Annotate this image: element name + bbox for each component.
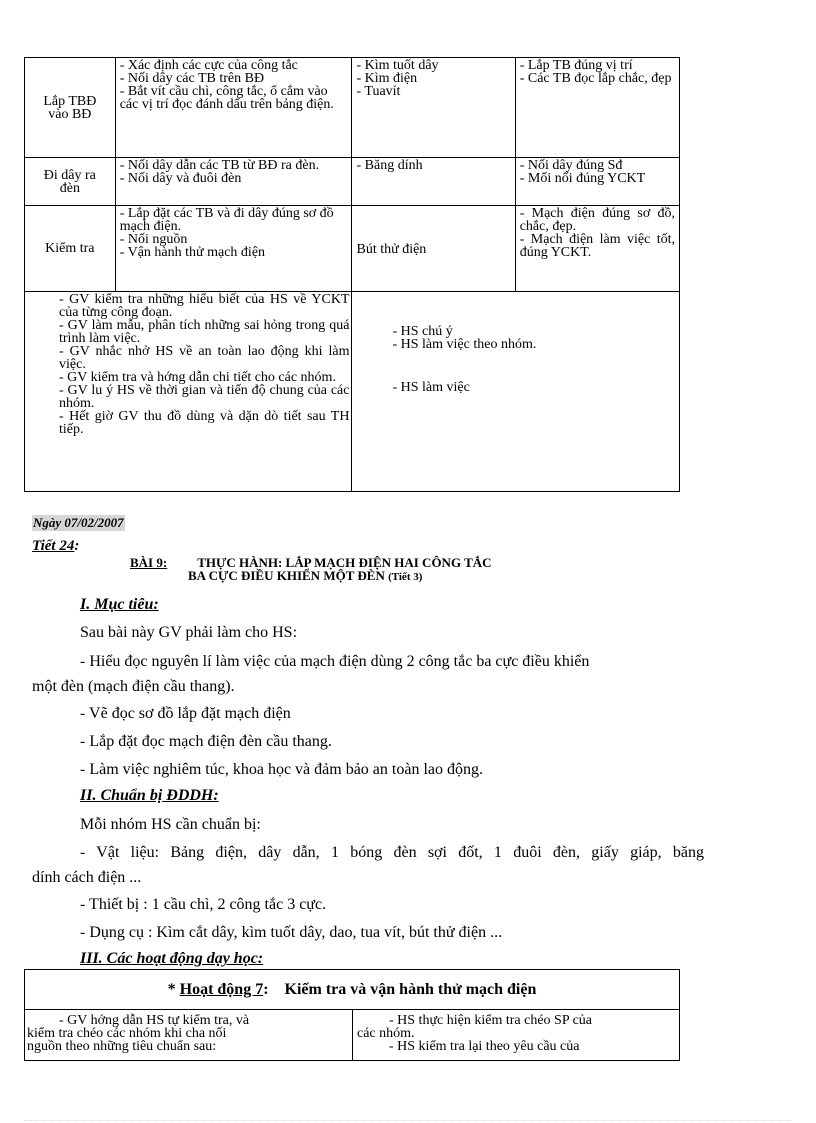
preparation-item: - Vật liệu: Bảng điện, dây dẫn, 1 bóng đèn sợi đốt, 1 đuôi đèn, giấy giáp, băng [80, 844, 704, 861]
step-line: Lắp TBĐ [43, 93, 97, 109]
content-line: - Nối nguồn [119, 232, 188, 247]
lesson-title-bai: BÀI 9: [130, 555, 168, 570]
preparation-item-cont: dính cách điện ... [32, 869, 142, 886]
teacher-line: - GV làm mẫu, phân tích những sai hỏng trong quá trình làm việc. [59, 318, 350, 346]
step-line: vào BĐ [48, 106, 92, 122]
activity-colon: : [263, 981, 269, 998]
tool-line: - Băng dính [356, 158, 423, 173]
preparation-item: - Thiết bị : 1 cầu chì, 2 công tắc 3 cực. [80, 896, 327, 913]
content-cell [115, 206, 352, 292]
objective-item: - Làm việc nghiêm túc, khoa học và đảm bảo an toàn lao động. [80, 761, 483, 778]
tools-cell [352, 158, 515, 206]
step-cell [25, 58, 116, 158]
content-line: - Nối dây dẫn các TB từ BĐ ra đèn. [119, 158, 320, 173]
requirements-cell [515, 158, 679, 206]
lesson-subtitle [188, 568, 422, 584]
requirement-line: - Mối nối đúng YCKT [519, 171, 646, 186]
student-activity-cell [352, 292, 680, 492]
content-cell [115, 58, 352, 158]
table-row [25, 292, 680, 492]
teacher-line: kiểm tra chéo các nhóm khi cha nối [27, 1026, 227, 1041]
student-line: - HS kiểm tra lại theo yêu cầu của [389, 1039, 580, 1054]
activity-header [24, 969, 680, 1010]
student-line: - HS làm việc [392, 380, 470, 395]
student-line: các nhóm. [357, 1026, 415, 1041]
table-row [25, 58, 680, 158]
lesson-title-line1: THỰC HÀNH: LẮP MẠCH ĐIỆN HAI CÔNG TẮC [197, 555, 492, 570]
tool-line: - Tuavít [356, 84, 401, 99]
student-line: - HS chú ý [392, 324, 453, 339]
teacher-line: - GV nhắc nhở HS về an toàn lao động khi làm việc. [59, 344, 350, 372]
preparation-intro: Mỗi nhóm HS cần chuẩn bị: [80, 816, 261, 833]
lesson-number-colon: : [74, 538, 80, 554]
objective-item: - Vẽ đọc sơ đồ lắp đặt mạch điện [80, 705, 291, 722]
step-line: Đi dây ra [43, 167, 96, 183]
teacher-line: - GV kiểm tra những hiểu biết của HS về YCKT của từng công đoạn. [59, 292, 350, 320]
objective-item: - Lắp đặt đọc mạch điện đèn cầu thang. [80, 733, 332, 750]
lesson-date: Ngày 07/02/2007 [33, 515, 124, 530]
section-preparation-heading: II. Chuẩn bị ĐDDH: [80, 787, 219, 804]
content-line: - Vận hành thử mạch điện [119, 245, 266, 260]
tool-line: Bút thử điện [356, 241, 427, 257]
requirement-line: - Nối dây đúng Sđ [519, 158, 623, 173]
activity-bottom-rule [24, 1060, 680, 1061]
requirement-line: - Mạch điện làm việc tốt, đúng YCKT. [519, 232, 675, 260]
lesson-title-line2: BA CỰC ĐIỀU KHIỂN MỘT ĐÈN [188, 568, 385, 583]
teacher-line: - GV hớng dẫn HS tự kiểm tra, và [59, 1013, 250, 1028]
step-line: đèn [59, 180, 80, 196]
objectives-intro: Sau bài này GV phải làm cho HS: [80, 624, 298, 641]
step-cell [25, 206, 116, 292]
content-line: - Xác định các cực của công tắc [119, 58, 298, 73]
tool-line: - Kìm tuốt dây [356, 58, 439, 73]
tools-cell [352, 58, 515, 158]
objective-item: - Hiểu đọc nguyên lí làm việc của mạch điện dùng 2 công tắc ba cực điều khiển [80, 653, 590, 670]
teacher-line: - Hết giờ GV thu đồ dùng và dặn dò tiết sau TH tiếp. [59, 409, 350, 437]
requirement-line: - Lắp TB đúng vị trí [519, 58, 633, 73]
activity-body [24, 1009, 680, 1061]
lesson-number-text: Tiết 24 [32, 538, 75, 554]
content-line: - Bắt vít cầu chì, công tắc, ổ cắm vào các vị trí đọc đánh dấu trên bảng điện. [119, 84, 334, 112]
practice-steps-table [24, 57, 680, 492]
activity-title: Kiểm tra và vận hành thử mạch điện [284, 981, 537, 998]
step-line: Kiểm tra [45, 241, 95, 256]
content-cell [115, 158, 352, 206]
tool-line: - Kìm điện [356, 71, 418, 86]
tools-cell [352, 206, 515, 292]
teacher-line: - GV lu ý HS về thời gian và tiến độ chung của các nhóm. [59, 383, 350, 411]
section-objectives-heading: I. Mục tiêu: [80, 596, 159, 613]
content-line: - Nối dây các TB trên BĐ [119, 71, 265, 86]
lesson-title-part: (Tiết 3) [388, 571, 423, 583]
teacher-line: - GV kiểm tra và hớng dẫn chi tiết cho các nhóm. [59, 370, 336, 385]
page-break-divider [24, 1120, 792, 1121]
student-line: - HS thực hiện kiểm tra chéo SP của [389, 1013, 593, 1028]
requirements-cell [515, 58, 679, 158]
activity-student-col [353, 1009, 679, 1061]
activity-star: * [167, 981, 180, 998]
teacher-activity-cell [25, 292, 352, 492]
table-row [25, 158, 680, 206]
preparation-item: - Dụng cụ : Kìm cắt dây, kìm tuốt dây, dao, tua vít, bút thử điện ... [80, 924, 503, 941]
content-line: - Lắp đặt các TB và đi dây đúng sơ đồ mạch điện. [119, 206, 334, 234]
section-activities-heading: III. Các hoạt động dạy học: [80, 950, 264, 967]
objective-item-cont: một đèn (mạch điện cầu thang). [32, 678, 235, 695]
activity-teacher-col [25, 1009, 353, 1061]
lesson-number [32, 538, 79, 555]
student-line: - HS làm việc theo nhóm. [392, 337, 537, 352]
content-line: - Nối dây và đuôi đèn [119, 171, 242, 186]
step-cell [25, 158, 116, 206]
requirement-line: - Mạch điện đúng sơ đồ, chắc, đẹp. [519, 206, 675, 234]
requirements-cell [515, 206, 679, 292]
activity-label: Hoạt động 7 [179, 981, 264, 998]
table-row [25, 206, 680, 292]
teacher-line: nguồn theo những tiêu chuẩn sau: [27, 1039, 217, 1054]
requirement-line: - Các TB đọc lắp chắc, đẹp [519, 71, 672, 86]
